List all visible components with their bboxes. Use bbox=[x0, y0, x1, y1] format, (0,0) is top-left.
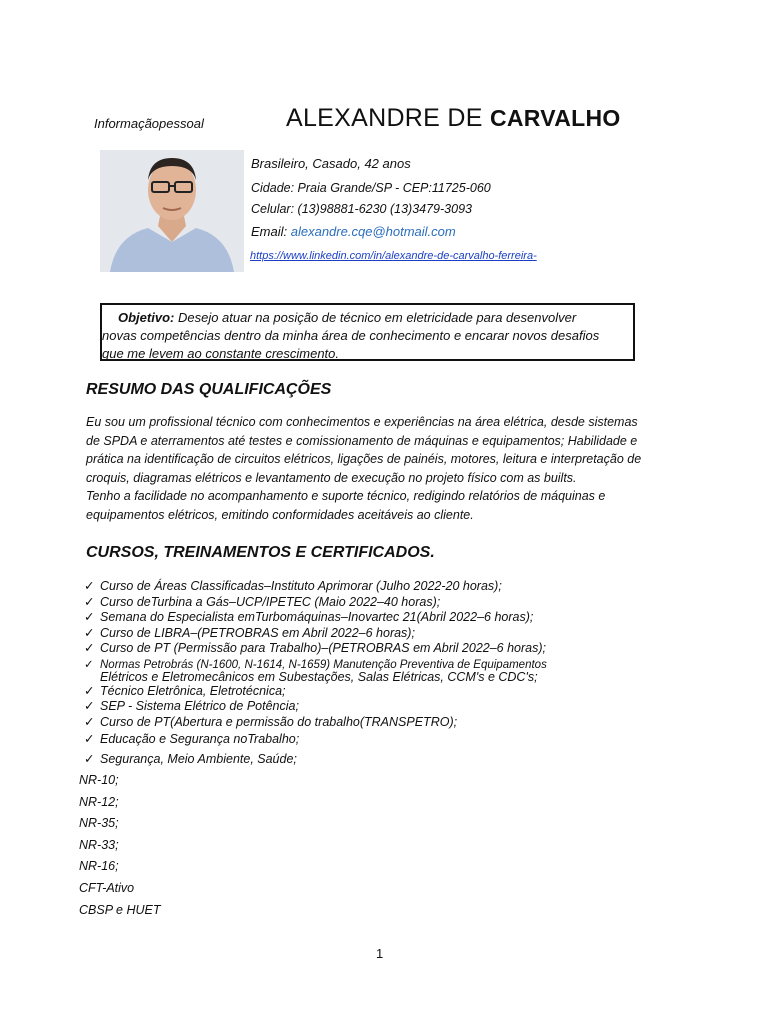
summary-line: de SPDA e aterramentos até testes e comissionamento de máquinas e equipamentos; Habilidade e bbox=[86, 433, 638, 448]
checkmark-icon: ✓ bbox=[84, 579, 95, 593]
plain-item-cft: CFT-Ativo bbox=[79, 881, 135, 895]
checkmark-icon: ✓ bbox=[84, 699, 95, 713]
list-item: ✓ Curso deTurbina a Gás–UCP/IPETEC (Maio 2022–40 horas); bbox=[84, 595, 441, 609]
list-item: ✓ Curso de Áreas Classificadas–Instituto Aprimorar (Julho 2022-20 horas); bbox=[84, 579, 502, 593]
objective-line-1 bbox=[102, 309, 637, 327]
list-item: ✓ SEP - Sistema Elétrico de Potência; bbox=[84, 699, 299, 713]
list-item: ✓ Curso de LIBRA–(PETROBRAS em Abril 2022–6 horas); bbox=[84, 626, 415, 640]
personal-line-nationality: Brasileiro, Casado, 42 anos bbox=[251, 156, 411, 171]
objective-box bbox=[100, 303, 635, 361]
summary-heading: RESUMO DAS QUALIFICAÇÕES bbox=[86, 381, 332, 398]
list-item: ✓ Técnico Eletrônica, Eletrotécnica; bbox=[84, 684, 286, 698]
personal-line-phone: Celular: (13)98881-6230 (13)3479-3093 bbox=[251, 202, 472, 216]
plain-item-nr35: NR-35; bbox=[79, 816, 119, 830]
objective-text-1: Desejo atuar na posição de técnico em eletricidade para desenvolver bbox=[177, 310, 577, 325]
summary-line: prática na identificação de circuitos elétricos, ligações de painéis, motores, leitura e interpretação de bbox=[86, 452, 642, 466]
personal-line-city: Cidade: Praia Grande/SP - CEP:11725-060 bbox=[251, 181, 491, 195]
checkmark-icon: ✓ bbox=[84, 732, 95, 746]
list-item: ✓ Normas Petrobrás (N-1600, N-1614, N-1659) Manutenção Preventiva de Equipamentos bbox=[84, 659, 547, 671]
checkmark-icon: ✓ bbox=[84, 626, 95, 640]
list-item: ✓ Semana do Especialista emTurbomáquinas–Inovartec 21(Abril 2022–6 horas); bbox=[84, 610, 534, 624]
courses-heading: CURSOS, TREINAMENTOS E CERTIFICADOS. bbox=[86, 544, 435, 561]
summary-line: Eu sou um profissional técnico com conhecimentos e experiências na área elétrica, desde sistemas bbox=[86, 415, 638, 429]
page-number: 1 bbox=[376, 946, 384, 961]
plain-item-nr12: NR-12; bbox=[79, 795, 119, 809]
summary-paragraph bbox=[86, 413, 686, 524]
objective-label: Objetivo: bbox=[118, 310, 175, 325]
list-item-continuation: Elétricos e Eletromecânicos em Subestações, Salas Elétricas, CCM's e CDC's; bbox=[100, 670, 538, 684]
name-last: CARVALHO bbox=[489, 105, 621, 131]
list-item: ✓ Curso de PT(Abertura e permissão do trabalho(TRANSPETRO); bbox=[84, 715, 458, 729]
checkmark-icon: ✓ bbox=[84, 595, 95, 609]
checkmark-icon: ✓ bbox=[84, 715, 95, 729]
checkmark-icon: ✓ bbox=[84, 752, 95, 766]
plain-item-nr33: NR-33; bbox=[79, 838, 119, 852]
plain-item-cbsp: CBSP e HUET bbox=[79, 903, 161, 917]
email-label: Email: bbox=[251, 224, 288, 239]
objective-line-2: novas competências dentro da minha área de conhecimento e encarar novos desafios bbox=[102, 328, 600, 343]
summary-line: croquis, diagramas elétricos e levantamento de execução no projeto físico com as builts. bbox=[86, 470, 577, 485]
list-item: ✓ Educação e Segurança noTrabalho; bbox=[84, 732, 300, 746]
checkmark-icon: ✓ bbox=[84, 641, 95, 655]
checkmark-icon: ✓ bbox=[84, 659, 94, 671]
list-item: ✓ Segurança, Meio Ambiente, Saúde; bbox=[84, 752, 297, 766]
objective-line-3: que me levem ao constante crescimento. bbox=[102, 346, 340, 361]
summary-line: Tenho a facilidade no acompanhamento e suporte técnico, redigindo relatórios de máquinas e bbox=[86, 489, 606, 503]
candidate-name bbox=[286, 104, 621, 133]
list-item: ✓ Curso de PT (Permissão para Trabalho)–(PETROBRAS em Abril 2022–6 horas); bbox=[84, 641, 547, 655]
section-label-personal-info: Informaçãopessoal bbox=[94, 116, 204, 131]
personal-line-email bbox=[251, 224, 456, 239]
profile-photo bbox=[100, 150, 244, 272]
plain-item-nr10: NR-10; bbox=[79, 773, 119, 787]
email-link[interactable]: alexandre.cqe@hotmail.com bbox=[290, 224, 456, 239]
summary-line: equipamentos elétricos, emitindo conformidades aceitáveis ao cliente. bbox=[86, 507, 474, 522]
checkmark-icon: ✓ bbox=[84, 610, 95, 624]
name-first: ALEXANDRE DE bbox=[286, 104, 483, 132]
linkedin-link[interactable]: https://www.linkedin.com/in/alexandre-de-carvalho-ferreira- bbox=[250, 250, 537, 262]
profile-photo-image bbox=[100, 150, 244, 272]
plain-item-nr16: NR-16; bbox=[79, 859, 119, 873]
checkmark-icon: ✓ bbox=[84, 684, 95, 698]
